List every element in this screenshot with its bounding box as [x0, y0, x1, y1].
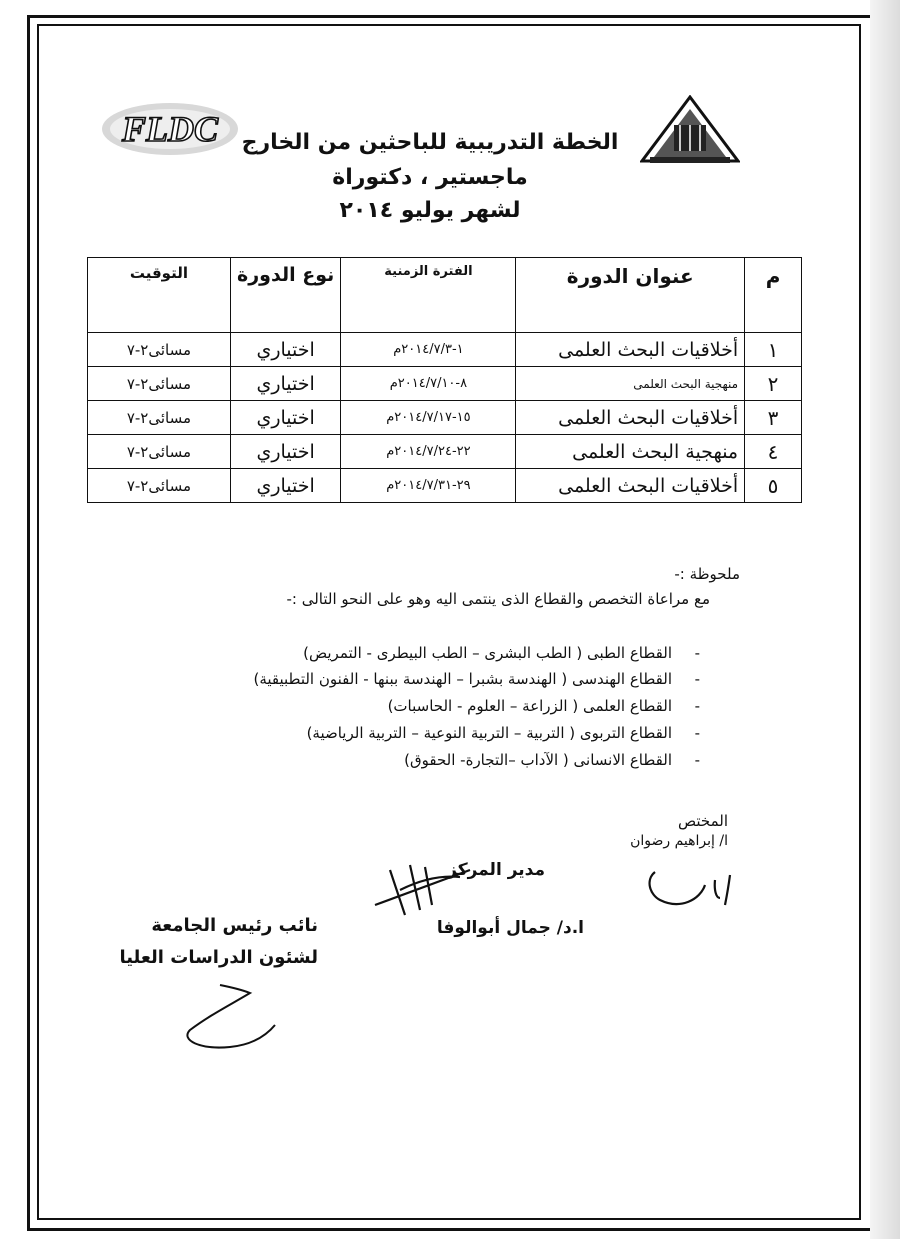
schedule-table	[87, 257, 802, 503]
row-period: ١-٢٠١٤/٧/٣م	[341, 333, 516, 367]
document-month: لشهر يوليو ٢٠١٤	[339, 198, 521, 223]
note-heading: ملحوظة :-	[674, 565, 740, 583]
table-row	[88, 435, 802, 469]
director-name: ا.د/ جمال أبوالوفا	[436, 918, 584, 938]
sector-item: القطاع الانسانى ( الآداب –التجارة- الحقوق)	[404, 751, 672, 769]
table-row	[88, 367, 802, 401]
list-item: -القطاع الهندسى ( الهندسة بشبرا – الهندسة ببنها - الفنون التطبيقية)	[253, 670, 700, 688]
row-course-title: أخلاقيات البحث العلمى	[516, 469, 745, 503]
vp-title: نائب رئيس الجامعة	[151, 915, 318, 936]
list-item: -القطاع الطبى ( الطب البشرى – الطب البيطرى - التمريض)	[303, 644, 700, 662]
table-header-row	[88, 258, 802, 333]
row-num: ٢	[745, 367, 802, 401]
row-course-title: منهجية البحث العلمى	[516, 435, 745, 469]
row-time: مسائى٢-٧	[88, 469, 231, 503]
table-row	[88, 401, 802, 435]
list-item: -القطاع الانسانى ( الآداب –التجارة- الحقوق)	[404, 751, 700, 769]
row-type: اختياري	[230, 401, 341, 435]
header-time: التوقيت	[88, 258, 231, 333]
row-period: ٢٩-٢٠١٤/٧/٣١م	[341, 469, 516, 503]
row-time: مسائى٢-٧	[88, 435, 231, 469]
vp-signature	[160, 975, 290, 1055]
sector-item: القطاع الطبى ( الطب البشرى – الطب البيطرى - التمريض)	[303, 644, 672, 662]
table-row	[88, 333, 802, 367]
sector-item: القطاع العلمى ( الزراعة – العلوم - الحاسبات)	[387, 697, 672, 715]
row-type: اختياري	[230, 469, 341, 503]
director-title: مدير المركز	[447, 860, 545, 880]
row-num: ٥	[745, 469, 802, 503]
header-type: نوع الدورة	[230, 258, 341, 333]
vp-subtitle: لشئون الدراسات العليا	[119, 947, 318, 968]
row-time: مسائى٢-٧	[88, 401, 231, 435]
list-item: -القطاع العلمى ( الزراعة – العلوم - الحاسبات)	[387, 697, 700, 715]
specialist-name: ا/ إبراهيم رضوان	[630, 833, 728, 849]
row-type: اختياري	[230, 435, 341, 469]
specialist-signature	[630, 860, 750, 920]
row-type: اختياري	[230, 333, 341, 367]
row-course-title: أخلاقيات البحث العلمى	[516, 401, 745, 435]
header-course-title: عنوان الدورة	[516, 258, 745, 333]
header-period: الفترة الزمنية	[341, 258, 516, 333]
header-num: م	[745, 258, 802, 333]
row-period: ١٥-٢٠١٤/٧/١٧م	[341, 401, 516, 435]
row-course-title: أخلاقيات البحث العلمى	[516, 333, 745, 367]
row-course-title: منهجية البحث العلمى	[516, 367, 745, 401]
row-num: ٤	[745, 435, 802, 469]
row-time: مسائى٢-٧	[88, 333, 231, 367]
scan-edge-shade	[870, 0, 900, 1239]
university-logo	[640, 95, 740, 167]
row-time: مسائى٢-٧	[88, 367, 231, 401]
document-title: الخطة التدريبية للباحثين من الخارج	[241, 130, 619, 155]
sector-item: القطاع الهندسى ( الهندسة بشبرا – الهندسة ببنها - الفنون التطبيقية)	[253, 670, 672, 688]
specialist-title: المختص	[678, 812, 728, 830]
row-period: ٢٢-٢٠١٤/٧/٢٤م	[341, 435, 516, 469]
fldc-logo-text: FLDC	[121, 109, 219, 149]
row-period: ٨-٢٠١٤/٧/١٠م	[341, 367, 516, 401]
row-num: ٣	[745, 401, 802, 435]
row-num: ١	[745, 333, 802, 367]
note-intro: مع مراعاة التخصص والقطاع الذى ينتمى اليه وهو على النحو التالى :-	[286, 590, 710, 608]
document-subtitle: ماجستير ، دكتوراة	[332, 165, 528, 190]
sector-item: القطاع التربوى ( التربية – التربية النوعية – التربية الرياضية)	[306, 724, 672, 742]
list-item: -القطاع التربوى ( التربية – التربية النوعية – التربية الرياضية)	[306, 724, 700, 742]
table-row	[88, 469, 802, 503]
row-type: اختياري	[230, 367, 341, 401]
director-signature	[370, 855, 480, 920]
fldc-logo	[100, 98, 240, 160]
